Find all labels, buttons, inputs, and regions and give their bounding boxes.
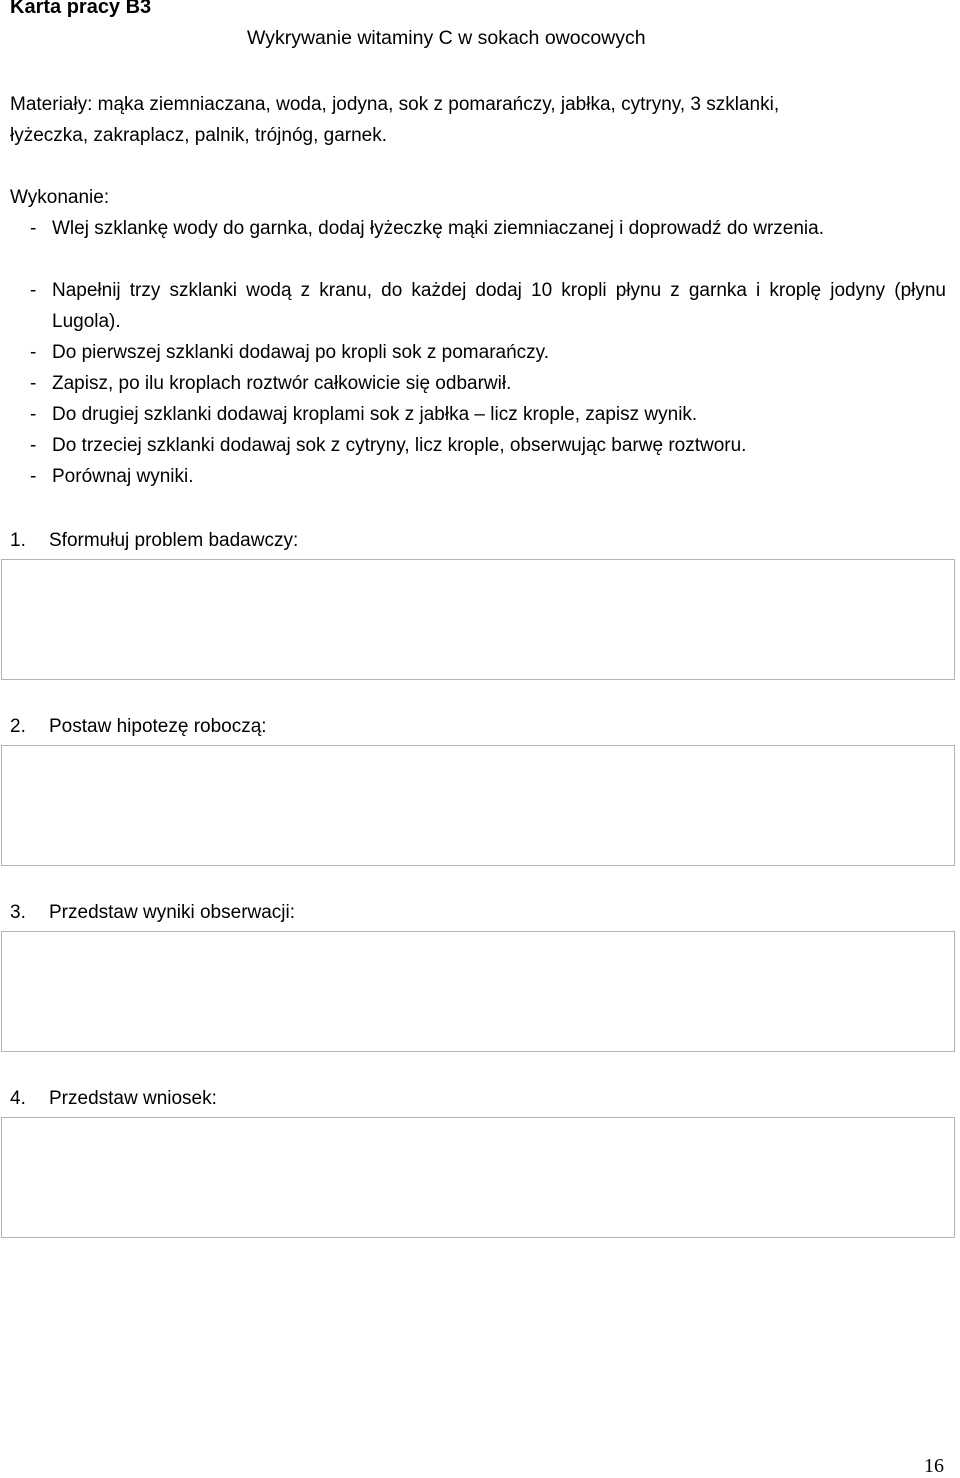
question-number: 4.	[10, 1088, 26, 1109]
step-bullet: -	[30, 404, 37, 425]
procedure-step	[30, 368, 946, 399]
answer-box-research-problem[interactable]	[1, 559, 955, 680]
answer-box-hypothesis[interactable]	[1, 745, 955, 866]
procedure-step	[30, 430, 946, 461]
procedure-step	[30, 399, 946, 430]
answer-box-conclusion[interactable]	[1, 1117, 955, 1238]
step-text: Napełnij trzy szklanki wodą z kranu, do każdej dodaj 10 kropli płynu z garnka i kroplę jodyny (płynu Lugola).	[52, 280, 946, 332]
question-number: 1.	[10, 530, 26, 551]
procedure-step	[30, 275, 946, 337]
step-text: Porównaj wyniki.	[52, 466, 194, 487]
question-text: Sformułuj problem badawczy:	[49, 530, 299, 551]
card-label: Karta pracy B3	[10, 0, 152, 18]
step-text: Do drugiej szklanki dodawaj kroplami sok z jabłka – licz krople, zapisz wynik.	[52, 404, 698, 425]
procedure-heading: Wykonanie:	[10, 187, 110, 208]
step-text: Do pierwszej szklanki dodawaj po kropli sok z pomarańczy.	[52, 342, 550, 363]
question-text: Postaw hipotezę roboczą:	[49, 716, 267, 737]
step-bullet: -	[30, 466, 37, 487]
materials-line-1: Materiały: mąka ziemniaczana, woda, jodyna, sok z pomarańczy, jabłka, cytryny, 3 szklanki,	[10, 94, 780, 115]
step-bullet: -	[30, 342, 37, 363]
page-number: 16	[924, 1455, 944, 1477]
step-bullet: -	[30, 373, 37, 394]
question-text: Przedstaw wniosek:	[49, 1088, 217, 1109]
step-text: Do trzeciej szklanki dodawaj sok z cytryny, licz krople, obserwując barwę roztworu.	[52, 435, 747, 456]
materials-line-2: łyżeczka, zakraplacz, palnik, trójnóg, garnek.	[10, 125, 388, 146]
question-number: 3.	[10, 902, 26, 923]
step-bullet: -	[30, 218, 37, 239]
step-bullet: -	[30, 435, 37, 456]
question-text: Przedstaw wyniki obserwacji:	[49, 902, 296, 923]
procedure-step	[30, 213, 946, 244]
question-number: 2.	[10, 716, 26, 737]
page-title: Wykrywanie witaminy C w sokach owocowych	[247, 27, 646, 49]
step-text: Wlej szklankę wody do garnka, dodaj łyżeczkę mąki ziemniaczanej i doprowadź do wrzenia.	[52, 218, 824, 239]
procedure-step	[30, 337, 946, 368]
procedure-step	[30, 461, 946, 492]
step-text: Zapisz, po ilu kroplach roztwór całkowicie się odbarwił.	[52, 373, 512, 394]
step-bullet: -	[30, 280, 37, 301]
answer-box-observations[interactable]	[1, 931, 955, 1052]
